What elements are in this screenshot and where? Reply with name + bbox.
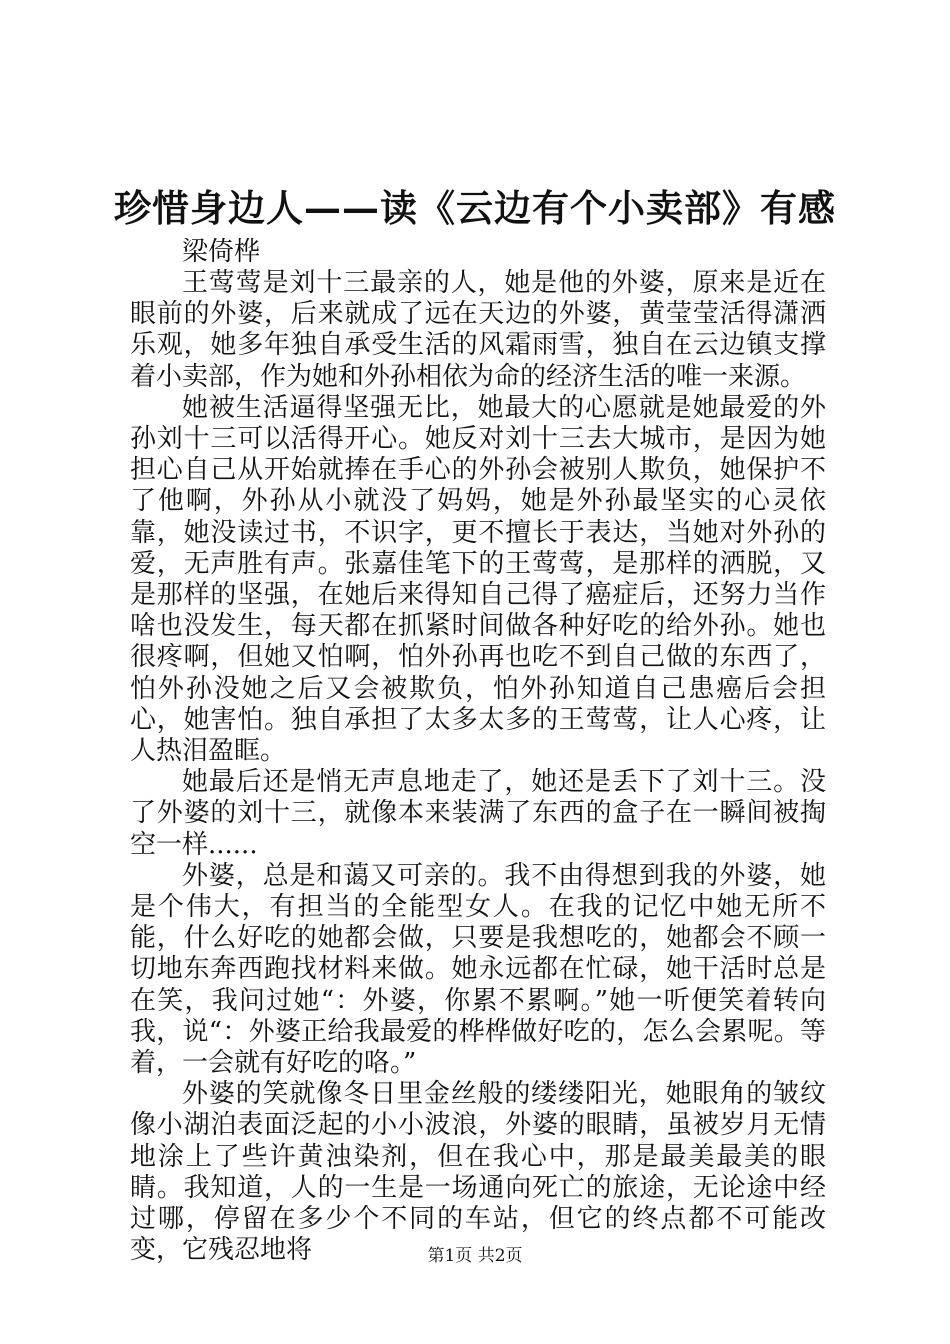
page-number-footer: 第1页 共2页	[427, 1246, 523, 1266]
paragraph-4: 外婆，总是和蔼又可亲的。我不由得想到我的外婆，她是个伟大，有担当的全能型女人。在我的记忆中她无所不能，什么好吃的她都会做，只要是我想吃的，她都会不顾一切地东奔西跑找材料来做。她永远都在忙碌，她干活时总是在笑，我问过她“：外婆，你累不累啊。”她一听便笑着转向我，说“：外婆正给我最爱的桦桦做好吃的，怎么会累呢。等着，一会就有好吃的咯。”	[130, 860, 826, 1079]
paragraph-3: 她最后还是悄无声息地走了，她还是丢下了刘十三。没了外婆的刘十三，就像本来装满了东西的盒子在一瞬间被掏空一样......	[130, 767, 826, 860]
paragraph-2: 她被生活逼得坚强无比，她最大的心愿就是她最爱的外孙刘十三可以活得开心。她反对刘十三去大城市，是因为她担心自己从开始就捧在手心的外孙会被别人欺负，她保护不了他啊，外孙从小就没了妈妈，她是外孙最坚实的心灵依靠，她没读过书，不识字，更不擅长于表达，当她对外孙的爱，无声胜有声。张嘉佳笔下的王莺莺，是那样的洒脱，又是那样的坚强，在她后来得知自己得了癌症后，还努力当作啥也没发生，每天都在抓紧时间做各种好吃的给外孙。她也很疼啊，但她又怕啊，怕外孙再也吃不到自己做的东西了，怕外孙没她之后又会被欺负，怕外孙知道自己患癌后会担心，她害怕。独自承担了太多太多的王莺莺，让人心疼，让人热泪盈眶。	[130, 392, 826, 767]
paragraph-5: 外婆的笑就像冬日里金丝般的缕缕阳光，她眼角的皱纹像小湖泊表面泛起的小小波浪，外婆的眼睛，虽被岁月无情地涂上了些许黄浊染剂，但在我心中，那是最美最美的眼睛。我知道，人的一生是一场通向死亡的旅途，无论途中经过哪，停留在多少个不同的车站，但它的终点都不可能改变，它残忍地将	[130, 1079, 826, 1266]
paragraph-1: 王莺莺是刘十三最亲的人，她是他的外婆，原来是近在眼前的外婆，后来就成了远在天边的外婆，黄莹莹活得潇洒乐观，她多年独自承受生活的风霜雨雪，独自在云边镇支撑着小卖部，作为她和外孙相依为命的经济生活的唯一来源。	[130, 268, 826, 392]
author-name: 梁倚桦	[182, 237, 261, 267]
document-body	[130, 237, 826, 1267]
document-title: 珍惜身边人——读《云边有个小卖部》有感	[114, 186, 836, 230]
